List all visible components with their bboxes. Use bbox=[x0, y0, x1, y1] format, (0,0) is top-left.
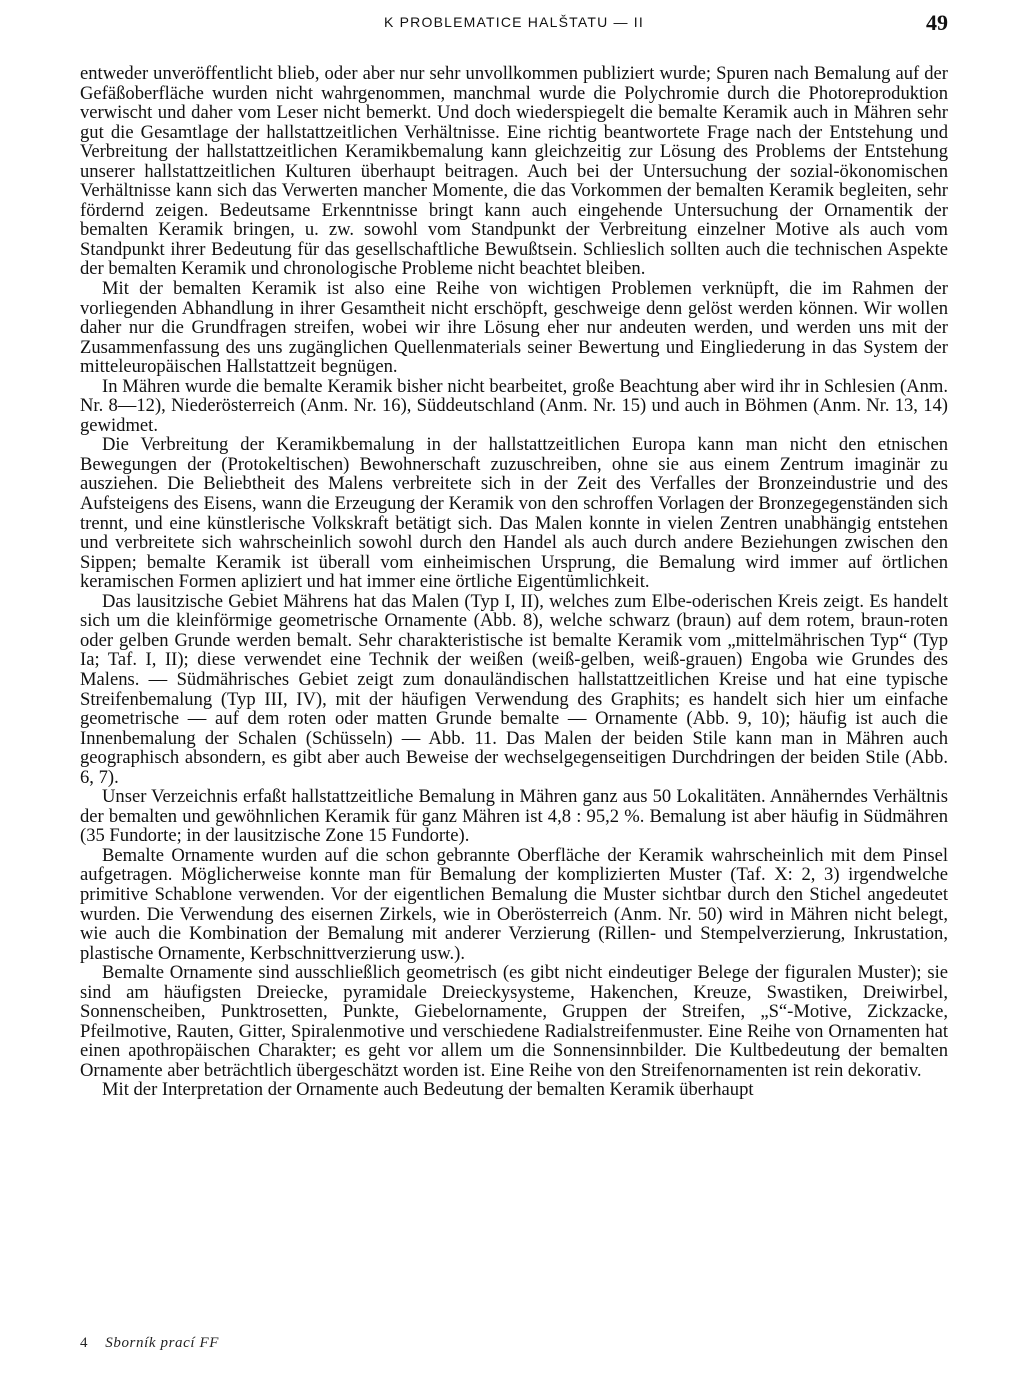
signature-number: 4 bbox=[80, 1335, 88, 1351]
paragraph-8: Bemalte Ornamente sind ausschließlich geometrisch (es gibt nicht eindeutiger Belege der figuralen Muster); sie sind am häufigsten Dreiecke, pyramidale Dreieckysysteme, Hakenchen, Kreuze, Swastiken, Dreiwirbel, Sonnenscheiben, Punktrosetten, Punkte, Giebelornamente, Gruppen der Streifen, „S“-Motive, Zickzacke, Pfeilmotive, Rauten, Gitter, Spiralenmotive und verschiedene Radialstreifenmuster. Eine Reihe von Ornamenten hat einen apothropäischen Charakter; es geht vor allem um die Sonnensinnbilder. Die Kultbedeutung der bemalten Ornamente aber beträchtlich übergeschätzt worden ist. Eine Reihe von den Streifenornamenten ist rein dekorativ. bbox=[80, 962, 948, 1081]
paragraph-3: In Mähren wurde die bemalte Keramik bisher nicht bearbeitet, große Beachtung aber wird ihr in Schlesien (Anm. Nr. 8—12), Niederösterreich (Anm. Nr. 16), Süddeutschland (Anm. Nr. 15) und auch in Böhmen (Anm. Nr. 13, 14) gewidmet. bbox=[80, 375, 948, 436]
running-head bbox=[80, 10, 948, 36]
paragraph-6: Unser Verzeichnis erfaßt hallstattzeitliche Bemalung in Mähren ganz aus 50 Lokalitäten. Annäherndes Verhältnis der bemalten und gewöhnlichen Keramik für ganz Mähren ist 4,8 : 95,2 %. Bemalung ist aber häufig in Südmähren (35 Fundorte; in der lausitzische Zone 15 Fundorte). bbox=[80, 786, 948, 847]
paragraph-4: Die Verbreitung der Keramikbemalung in der hallstattzeitlichen Europa kann man nicht den etnischen Bewegungen der (Protokeltischen) Bewohnerschaft zuzuschreiben, ohne sie aus einem Zentrum imaginär zu ausziehen. Die Beliebtheit des Malens verbreitete sich in der Zeit des Verfalles der Bronzeindustrie und des Aufsteigens des Eisens, wann die Erzeugung der Keramik von den schroffen Vorlagen der Bronzegegenständen sich trennt, und eine künstlerische Volkskraft betätigt sich. Das Malen konnte in vielen Zentren unabhängig entstehen und verbreitete sich wahrscheinlich sowohl durch den Handel als auch durch andere Beziehungen zwischen den Sippen; bemalte Keramik ist überall vom einheimischen Ursprung, die Bemalung wird immer auf örtlichen keramischen Formen apliziert und hat immer eine örtliche Eigentümlichkeit. bbox=[80, 434, 948, 593]
paragraph-2: Mit der bemalten Keramik ist also eine Reihe von wichtigen Problemen verknüpft, die im Rahmen der vorliegenden Abhandlung in ihrer Gesamtheit nicht erschöpft, geschweige denn gelöst werden können. Wir wollen daher nur die Grundfragen streifen, wobei wir ihre Lösung eher nur andeuten werden, und werden uns mit der Zusammenfassung des uns zugänglichen Quellenmaterials seiner Bewertung und Eingliederung in das System der mitteleuropäischen Hallstattzeit begnügen. bbox=[80, 278, 948, 378]
paragraph-9: Mit der Interpretation der Ornamente auch Bedeutung der bemalten Keramik überhaupt bbox=[102, 1079, 754, 1101]
body-text bbox=[80, 64, 948, 1100]
running-title: K PROBLEMATICE HALŠTATU — II bbox=[384, 14, 644, 30]
paragraph-1: entweder unveröffentlicht blieb, oder aber nur sehr unvollkommen publiziert wurde; Spuren nach Bemalung auf der Gefäßoberfläche wurden nicht wahrgenommen, manchmal wurde die Polychromie durch die Photoreproduktion verwischt und daher vom Leser nicht bemerkt. Und doch wiederspiegelt die bemalte Keramik auch in Mähren sehr gut die Gesamtlage der hallstattzeitlichen Verhältnisse. Eine richtig beantwortete Frage nach der Entstehung und Verbreitung der hallstattzeitlichen Keramikbemalung kann gleichzeitig zur Lösung des Problems der Entstehung unserer hallstattzeitlichen Kulturen überhaupt beitragen. Auch bei der Untersuchung der sozial-ökonomischen Verhältnisse kann sich das Verwerten mancher Momente, die das Vorkommen der bemalten Keramik begleiten, sehr fördernd zeigen. Bedeutsame Erkenntnisse bringt kann auch eingehende Untersuchung der Ornamentik der bemalten Keramik bringen, u. zw. sowohl vom Standpunkt der Verbreitung einzelner Motive als auch vom Standpunkt ihrer Bedeutung für das gesellschaftliche Bewußtsein. Schlieslich sollten auch die technischen Aspekte der bemalten Keramik und chronologische Probleme nicht beachtet bleiben. bbox=[80, 63, 948, 280]
page-number: 49 bbox=[926, 10, 948, 35]
paragraph-7: Bemalte Ornamente wurden auf die schon gebrannte Oberfläche der Keramik wahrscheinlich mit dem Pinsel aufgetragen. Möglicherweise konnte man für Bemalung der komplizierten Muster (Taf. X: 2, 3) irgendwelche primitive Schablone verwenden. Vor der eigentlichen Bemalung die Muster sichtbar durch den Stichel angedeutet wurden. Die Verwendung des eisernen Zirkels, wie in Oberösterreich (Anm. Nr. 50) wird in Mähren nicht belegt, wie auch die Kombination der Bemalung mit anderer Verzierung (Rillen- und Stempelverzierung, Inkrustation, plastische Ornamente, Kerbschnittverzierung usw.). bbox=[80, 844, 948, 964]
signature-footer bbox=[80, 1335, 219, 1352]
signature-text: Sborník prací FF bbox=[105, 1335, 220, 1351]
paragraph-5: Das lausitzische Gebiet Mährens hat das Malen (Typ I, II), welches zum Elbe-oderischen Kreis zeigt. Es handelt sich um die kleinförmige geometrische Ornamente (Abb. 8), welche schwarz (braun) auf dem rotem, braun-roten oder gelben Grunde werden bemalt. Sehr charakteristische ist bemalte Keramik vom „mittelmährischen Typ“ (Typ Ia; Taf. I, II); diese verwendet eine Technik der weißen (weiß-gelben, weiß-grauen) Engoba wie Grundes des Malens. — Südmährisches Gebiet zeigt zum donauländischen hallstattzeitlichen Kreise und hat eine typische Streifenbemalung (Typ III, IV), mit der häufigen Verwendung des Graphits; es handelt sich hier um einfache geometrische — auf dem roten oder matten Grunde bemalte — Ornamente (Abb. 9, 10); häufig ist auch die Innenbemalung der Schalen (Schüsseln) — Abb. 11. Das Malen der beiden Stile kann man in Mähren auch geographisch absondern, es gibt aber auch Beweise der wechselgegenseitigen Durchdringen der beiden Stile (Abb. 6, 7). bbox=[80, 590, 948, 788]
